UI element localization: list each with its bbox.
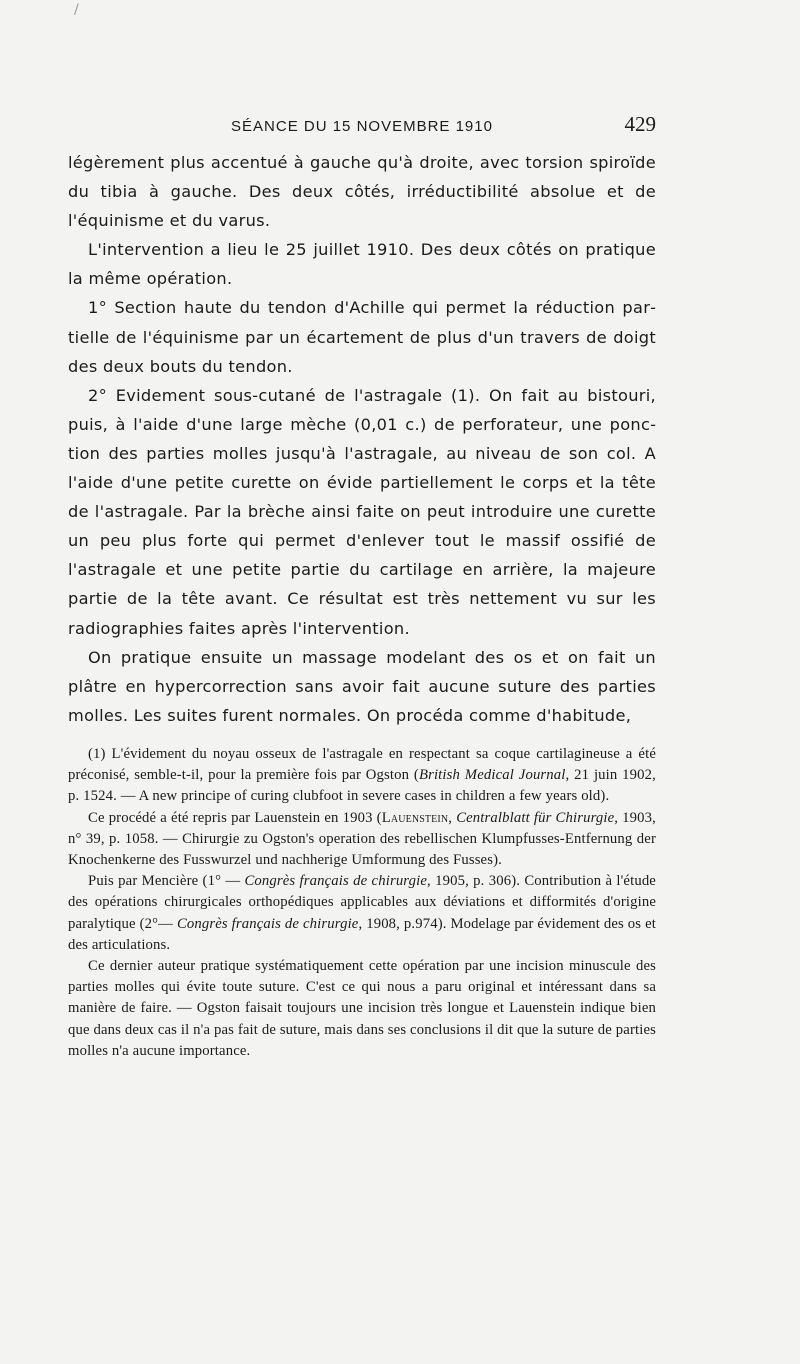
paragraph: On pratique ensuite un massage modelant des os et on fait un plâtre en hypercorrection sans avoir fait aucune suture des parties molles. Les suites furent normales. On procéda comme d'habitude, — [68, 647, 656, 725]
footnote-3: Puis par Mencière (1° — Congrès français de chirurgie, 1905, p. 306). Contribution à l'étude des opérations chirurgicales orthopédiques applicables aux déviations et difformités d'origine paralytique (2°— Congrès français de chirurgie, 1908, p.974). Modelage par évidement des os et des articulations. — [68, 873, 656, 953]
paragraph: légèrement plus accentué à gauche qu'à droite, avec torsion spiroïde du tibia à gauche. Des deux côtés, irréductibilité absolue et de l'équinisme et du varus. — [68, 153, 656, 231]
paragraph: 1° Section haute du tendon d'Achille qui permet la réduction partielle de l'équinisme par un écartement de plus d'un travers de doigt des deux bouts du tendon. — [68, 298, 656, 376]
paragraph: L'intervention a lieu le 25 juillet 1910. Des deux côtés on pratique la même opération. — [68, 240, 656, 289]
author-name: Lauenstein — [381, 809, 449, 826]
running-head — [68, 112, 656, 142]
page-title: SÉANCE DU 15 NOVEMBRE 1910 — [231, 118, 493, 135]
footnotes — [68, 744, 656, 1062]
footnote-1: (1) L'évidement du noyau osseux de l'astragale en respectant sa coque cartilagineuse a été préconisé, semble-t-il, pour la première fois par Ogston (British Medical Journal, 21 juin 1902, p. 1524. — A new principe of curing clubfoot in severe cases in children a few years old). — [68, 746, 656, 805]
page-number: 429 — [624, 112, 656, 136]
main-text — [68, 148, 656, 730]
footnote-4: Ce dernier auteur pratique systématiquement cette opération par une incision minuscule des parties molles qui évite toute suture. C'est ce qui nous a paru original et intéressant dans sa manière de faire. — Ogston faisait toujours une incision très longue et Lauenstein indique bien que dans deux cas il n'a pas fait de suture, mais dans ses conclusions il dit que la suture de parties molles n'a aucune importance. — [68, 958, 656, 1059]
journal-title: Congrès français de chirurgie — [176, 915, 359, 932]
footnote-2: Ce procédé a été repris par Lauenstein en 1903 (Lauenstein, Centralblatt für Chirurgie, 1903, n° 39, p. 1058. — Chirurgie zu Ogston's operation des rebellischen Klumpfusses-Entfernung der Knochenkerne des Fusswurzel und nachherige Umformung des Fusses). — [68, 809, 656, 869]
journal-title: Centralblatt für Chirurgie — [456, 809, 615, 826]
journal-title: British Medical Journal — [418, 767, 566, 784]
paragraph: 2° Evidement sous-cutané de l'astragale (1). On fait au bistouri, puis, à l'aide d'une large mèche (0,01 c.) de perforateur, une ponction des parties molles jusqu'à l'astragale, au niveau de son col. A l'aide d'une petite curette on évide partiellement le corps et la tête de l'astragale. Par la brèche ainsi faite on peut introduire une curette un peu plus forte qui permet d'enlever tout le massif ossifié de l'astragale et une petite partie du cartilage en arrière, la majeure partie de la tête avant. Ce résultat est très nettement vu sur les radiographies faites après l'intervention. — [68, 385, 656, 638]
scan-mark-icon: / — [74, 2, 79, 18]
journal-title: Congrès français de chirurgie — [244, 873, 428, 890]
